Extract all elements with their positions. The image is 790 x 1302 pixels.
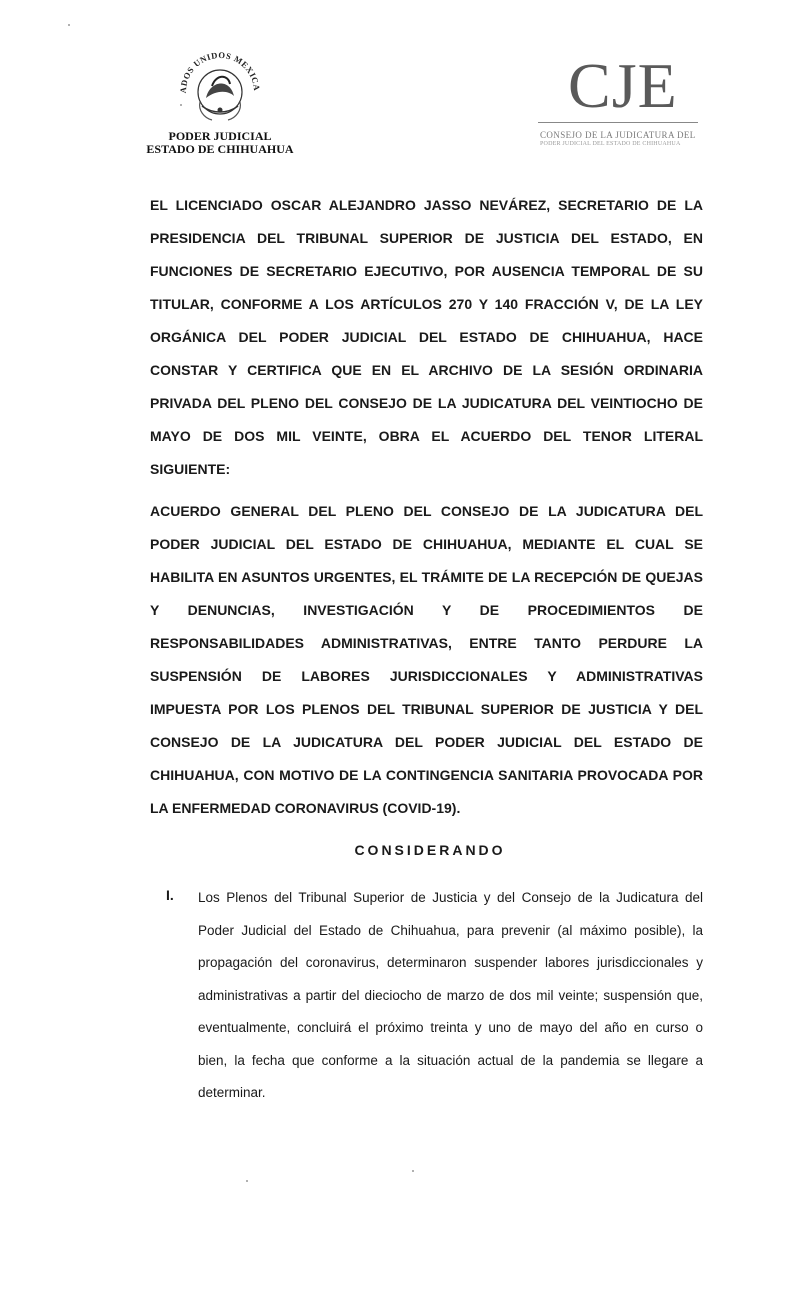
paragraph-line: propagación del coronavirus, determinaron suspender labores jurisdiccionales y [198,955,703,970]
scan-speck [246,1180,248,1182]
seal-emblem [172,40,268,136]
certification-line: EL LICENCIADO OSCAR ALEJANDRO JASSO NEVÁREZ, SECRETARIO DE LA [150,197,703,213]
agreement-line: LA ENFERMEDAD CORONAVIRUS (COVID-19). [150,800,461,816]
institution-line-2: ESTADO DE CHIHUAHUA [146,142,294,156]
eagle-seal-icon [172,40,268,136]
section-heading: CONSIDERANDO [354,842,506,858]
certification-line: MAYO DE DOS MIL VEINTE, OBRA EL ACUERDO DEL TENOR LITERAL [150,428,703,444]
agreement-line: Y DENUNCIAS, INVESTIGACIÓN Y DE PROCEDIMIENTOS DE [150,602,703,618]
certification-line: CONSTAR Y CERTIFICA QUE EN EL ARCHIVO DE LA SESIÓN ORDINARIA [150,362,703,378]
paragraph-numeral: I. [166,887,174,903]
certification-line: FUNCIONES DE SECRETARIO EJECUTIVO, POR AUSENCIA TEMPORAL DE SU [150,263,703,279]
paragraph-line: Los Plenos del Tribunal Superior de Justicia y del Consejo de la Judicatura del [198,890,703,905]
scan-speck [68,24,70,26]
cje-subtitle-1: CONSEJO DE LA JUDICATURA DEL [540,130,696,140]
certification-block [150,189,703,486]
institution-name [140,130,300,156]
institution-line-1: PODER JUDICIAL [168,129,272,143]
scan-speck [412,1170,414,1172]
agreement-line: ACUERDO GENERAL DEL PLENO DEL CONSEJO DE LA JUDICATURA DEL [150,503,703,519]
agreement-title-block [150,495,703,825]
paragraph-line: Poder Judicial del Estado de Chihuahua, para prevenir (al máximo posible), la [198,922,703,938]
considerando-paragraph [198,882,703,1110]
certification-line: TITULAR, CONFORME A LOS ARTÍCULOS 270 Y 140 FRACCIÓN V, DE LA LEY [150,296,703,312]
certification-line: PRESIDENCIA DEL TRIBUNAL SUPERIOR DE JUSTICIA DEL ESTADO, EN [150,230,703,246]
agreement-line: PODER JUDICIAL DEL ESTADO DE CHIHUAHUA, MEDIANTE EL CUAL SE [150,536,703,552]
agreement-line: CONSEJO DE LA JUDICATURA DEL PODER JUDICIAL DEL ESTADO DE [150,734,703,750]
agreement-line: RESPONSABILIDADES ADMINISTRATIVAS, ENTRE TANTO PERDURE LA [150,635,703,651]
certification-line: SIGUIENTE: [150,461,231,477]
agreement-line: HABILITA EN ASUNTOS URGENTES, EL TRÁMITE DE LA RECEPCIÓN DE QUEJAS [150,569,703,585]
scan-speck [180,104,182,106]
cje-subtitle-2: PODER JUDICIAL DEL ESTADO DE CHIHUAHUA [540,141,681,147]
cje-logo: CJE [568,50,678,121]
agreement-line: CHIHUAHUA, CON MOTIVO DE LA CONTINGENCIA SANITARIA PROVOCADA POR [150,767,703,783]
paragraph-line: bien, la fecha que conforme a la situación actual de la pandemia se llegare a [198,1052,703,1068]
certification-line: PRIVADA DEL PLENO DEL CONSEJO DE LA JUDICATURA DEL VEINTIOCHO DE [150,395,703,411]
seal-arc-text: ADOS UNIDOS MEXICA [177,49,263,94]
paragraph-line: determinar. [198,1085,266,1100]
agreement-line: SUSPENSIÓN DE LABORES JURISDICCIONALES Y ADMINISTRATIVAS [150,668,703,684]
paragraph-line: eventualmente, concluirá el próximo treinta y uno de mayo del año en curso o [198,1020,703,1035]
paragraph-line: administrativas a partir del dieciocho de marzo de dos mil veinte; suspensión que, [198,987,703,1003]
logo-divider [538,122,698,123]
agreement-line: IMPUESTA POR LOS PLENOS DEL TRIBUNAL SUPERIOR DE JUSTICIA Y DEL [150,701,703,717]
certification-line: ORGÁNICA DEL PODER JUDICIAL DEL ESTADO DE CHIHUAHUA, HACE [150,329,703,345]
